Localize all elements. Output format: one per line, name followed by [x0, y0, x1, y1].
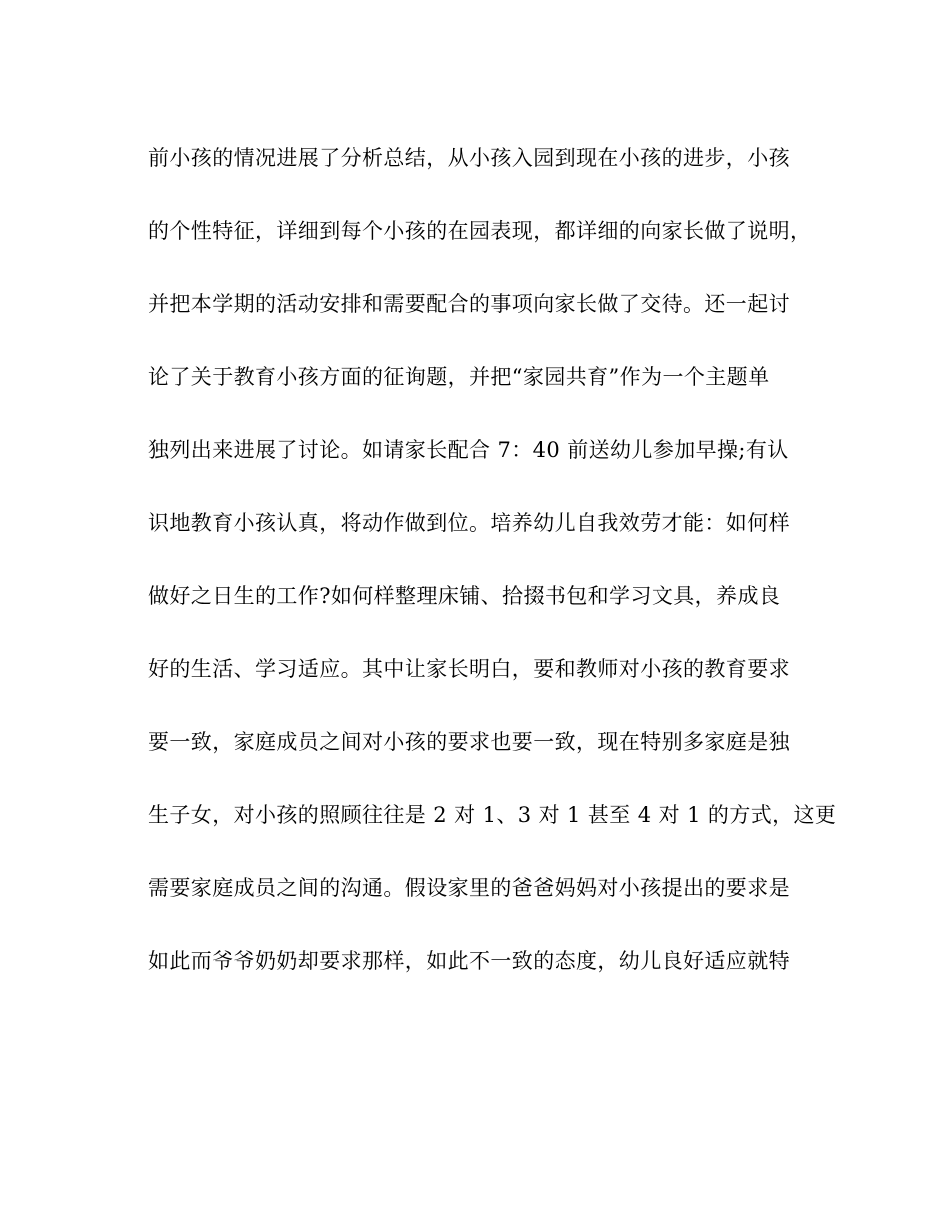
text-line: 如此而爷爷奶奶却要求那样，如此不一致的态度，幼儿良好适应就特 [148, 949, 790, 973]
text-line: 生子女，对小孩的照顾往往是 2 对 1、3 对 1 甚至 4 对 1 的方式，这更 [148, 803, 837, 827]
text-line: 识地教育小孩认真，将动作做到位。培养幼儿自我效劳才能：如何样 [148, 511, 790, 535]
text-line: 好的生活、学习适应。其中让家长明白，要和教师对小孩的教育要求 [148, 657, 790, 681]
body-paragraph [148, 138, 837, 1014]
text-line: 要一致，家庭成员之间对小孩的要求也要一致，现在特别多家庭是独 [148, 730, 790, 754]
text-line: 需要家庭成员之间的沟通。假设家里的爸爸妈妈对小孩提出的要求是 [148, 876, 790, 900]
text-line: 前小孩的情况进展了分析总结，从小孩入园到现在小孩的进步，小孩 [148, 146, 790, 170]
text-line: 的个性特征，详细到每个小孩的在园表现，都详细的向家长做了说明， [148, 219, 812, 243]
text-line: 论了关于教育小孩方面的征询题，并把“家园共育”作为一个主题单 [148, 365, 770, 389]
text-line: 做好之日生的工作?如何样整理床铺、拾掇书包和学习文具，养成良 [148, 584, 781, 608]
text-line: 独列出来进展了讨论。如请家长配合 7：40 前送幼儿参加早操;有认 [148, 438, 789, 462]
text-line: 并把本学期的活动安排和需要配合的事项向家长做了交待。还一起讨 [148, 292, 790, 316]
